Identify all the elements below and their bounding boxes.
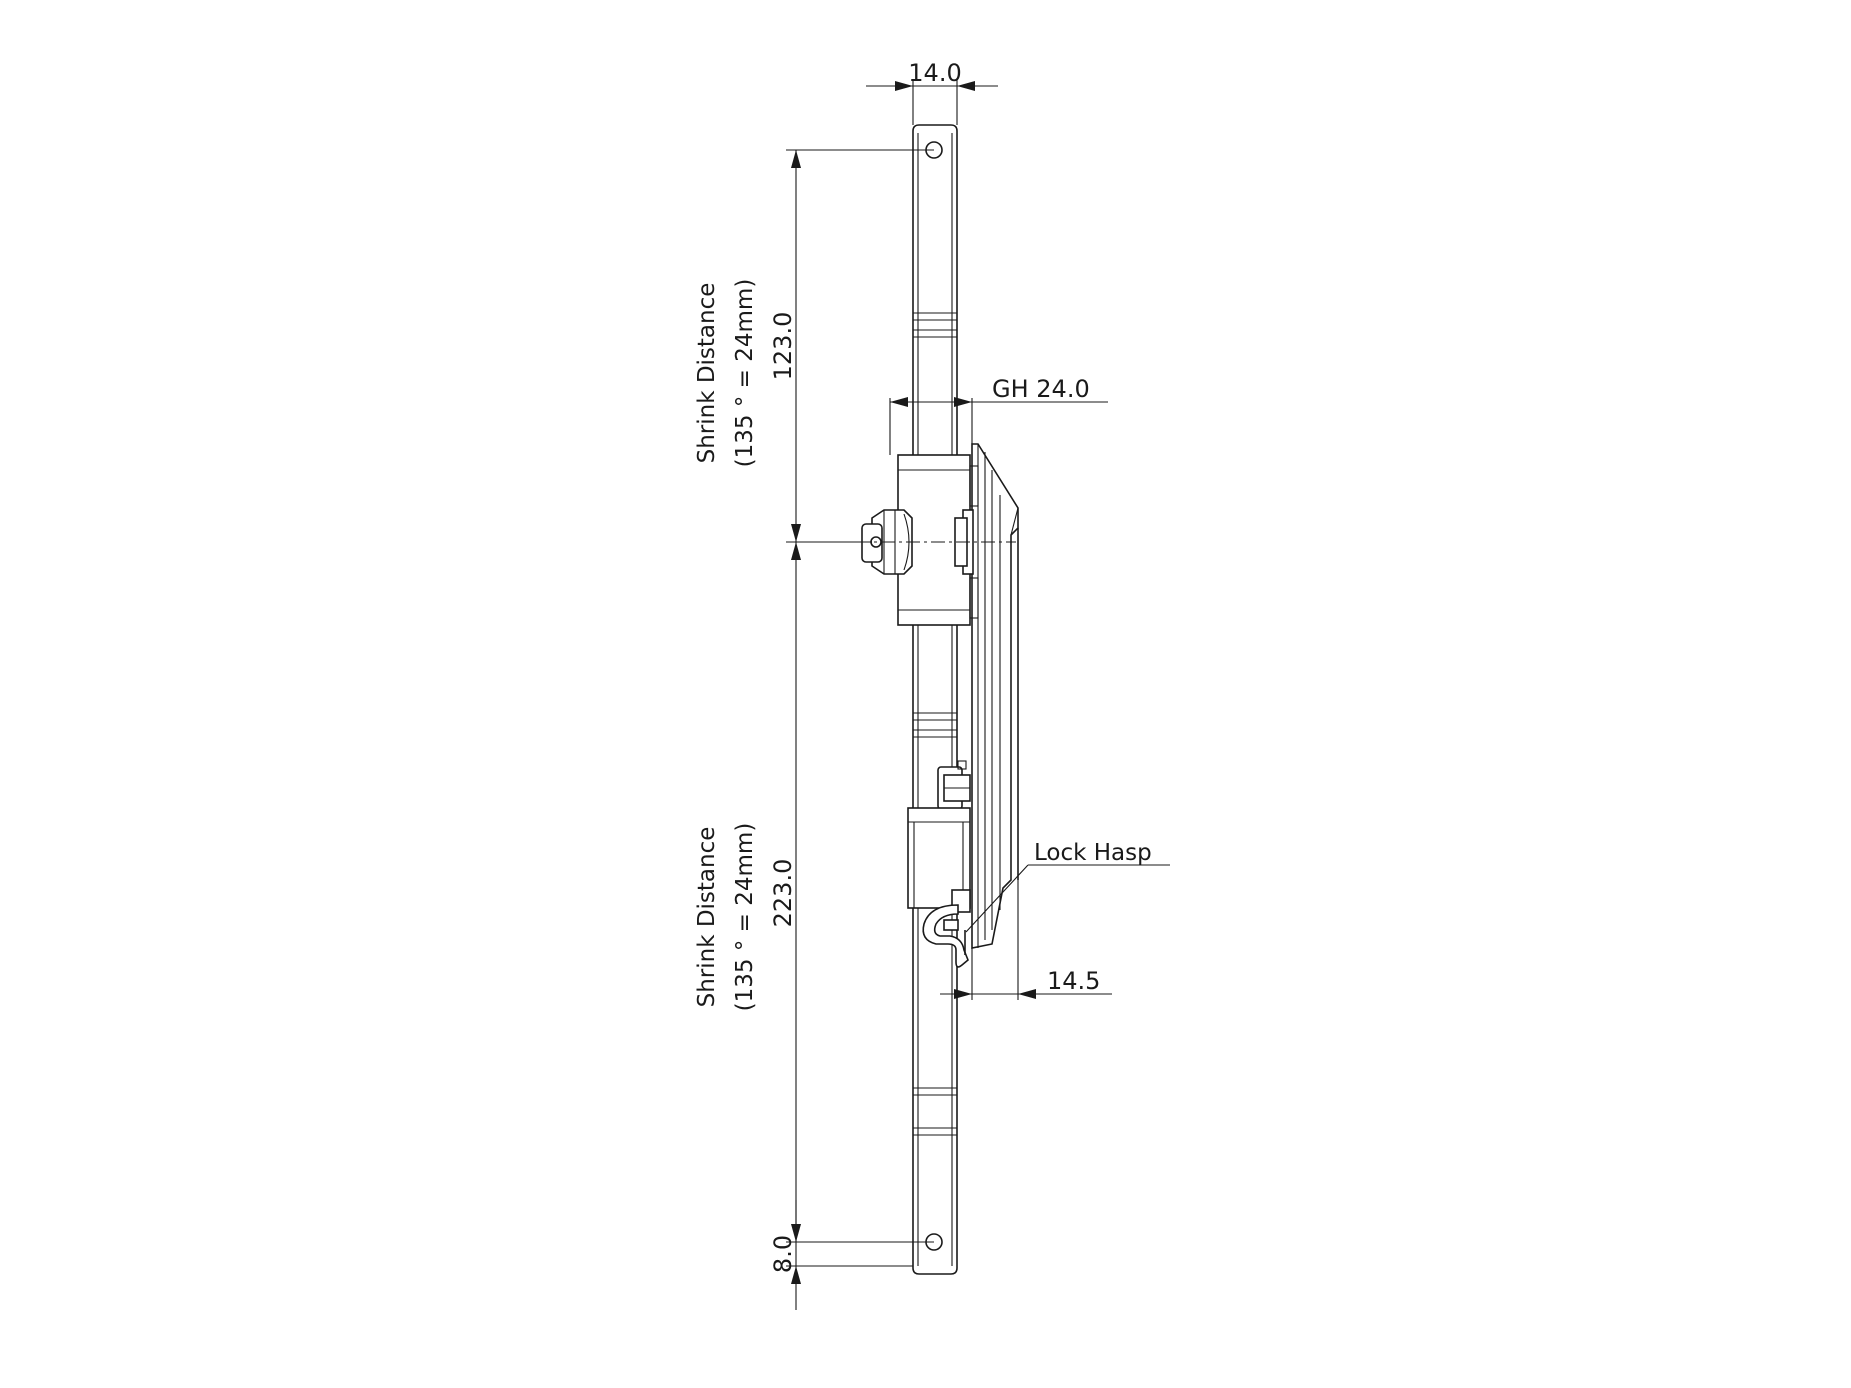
lock-rod xyxy=(913,125,957,1274)
dim-gh-value: GH 24.0 xyxy=(992,375,1090,403)
dim-lower-span-value: 223.0 xyxy=(769,858,797,928)
lock-hasp-label: Lock Hasp xyxy=(1034,840,1152,866)
upper-latch-nut xyxy=(938,761,970,809)
dim-upper-span-value: 123.0 xyxy=(769,311,797,381)
hasp-block xyxy=(908,808,970,912)
dim-gh xyxy=(890,375,1108,455)
upper-shrink-label: Shrink Distance xyxy=(694,282,720,464)
dim-bar-width-value: 14.0 xyxy=(908,59,962,87)
dim-end-offset-value: 8.0 xyxy=(769,1234,797,1274)
dim-hasp-offset-value: 14.5 xyxy=(1047,967,1101,995)
dim-bar-width xyxy=(866,59,998,125)
upper-shrink-note: (135 ° = 24mm) xyxy=(732,278,758,468)
dim-vertical xyxy=(786,150,934,1310)
rod-grooves xyxy=(913,313,957,1135)
lock-body xyxy=(972,444,1018,948)
lower-shrink-label: Shrink Distance xyxy=(694,826,720,1008)
lock-hasp xyxy=(923,905,968,967)
lower-shrink-note: (135 ° = 24mm) xyxy=(732,822,758,1012)
